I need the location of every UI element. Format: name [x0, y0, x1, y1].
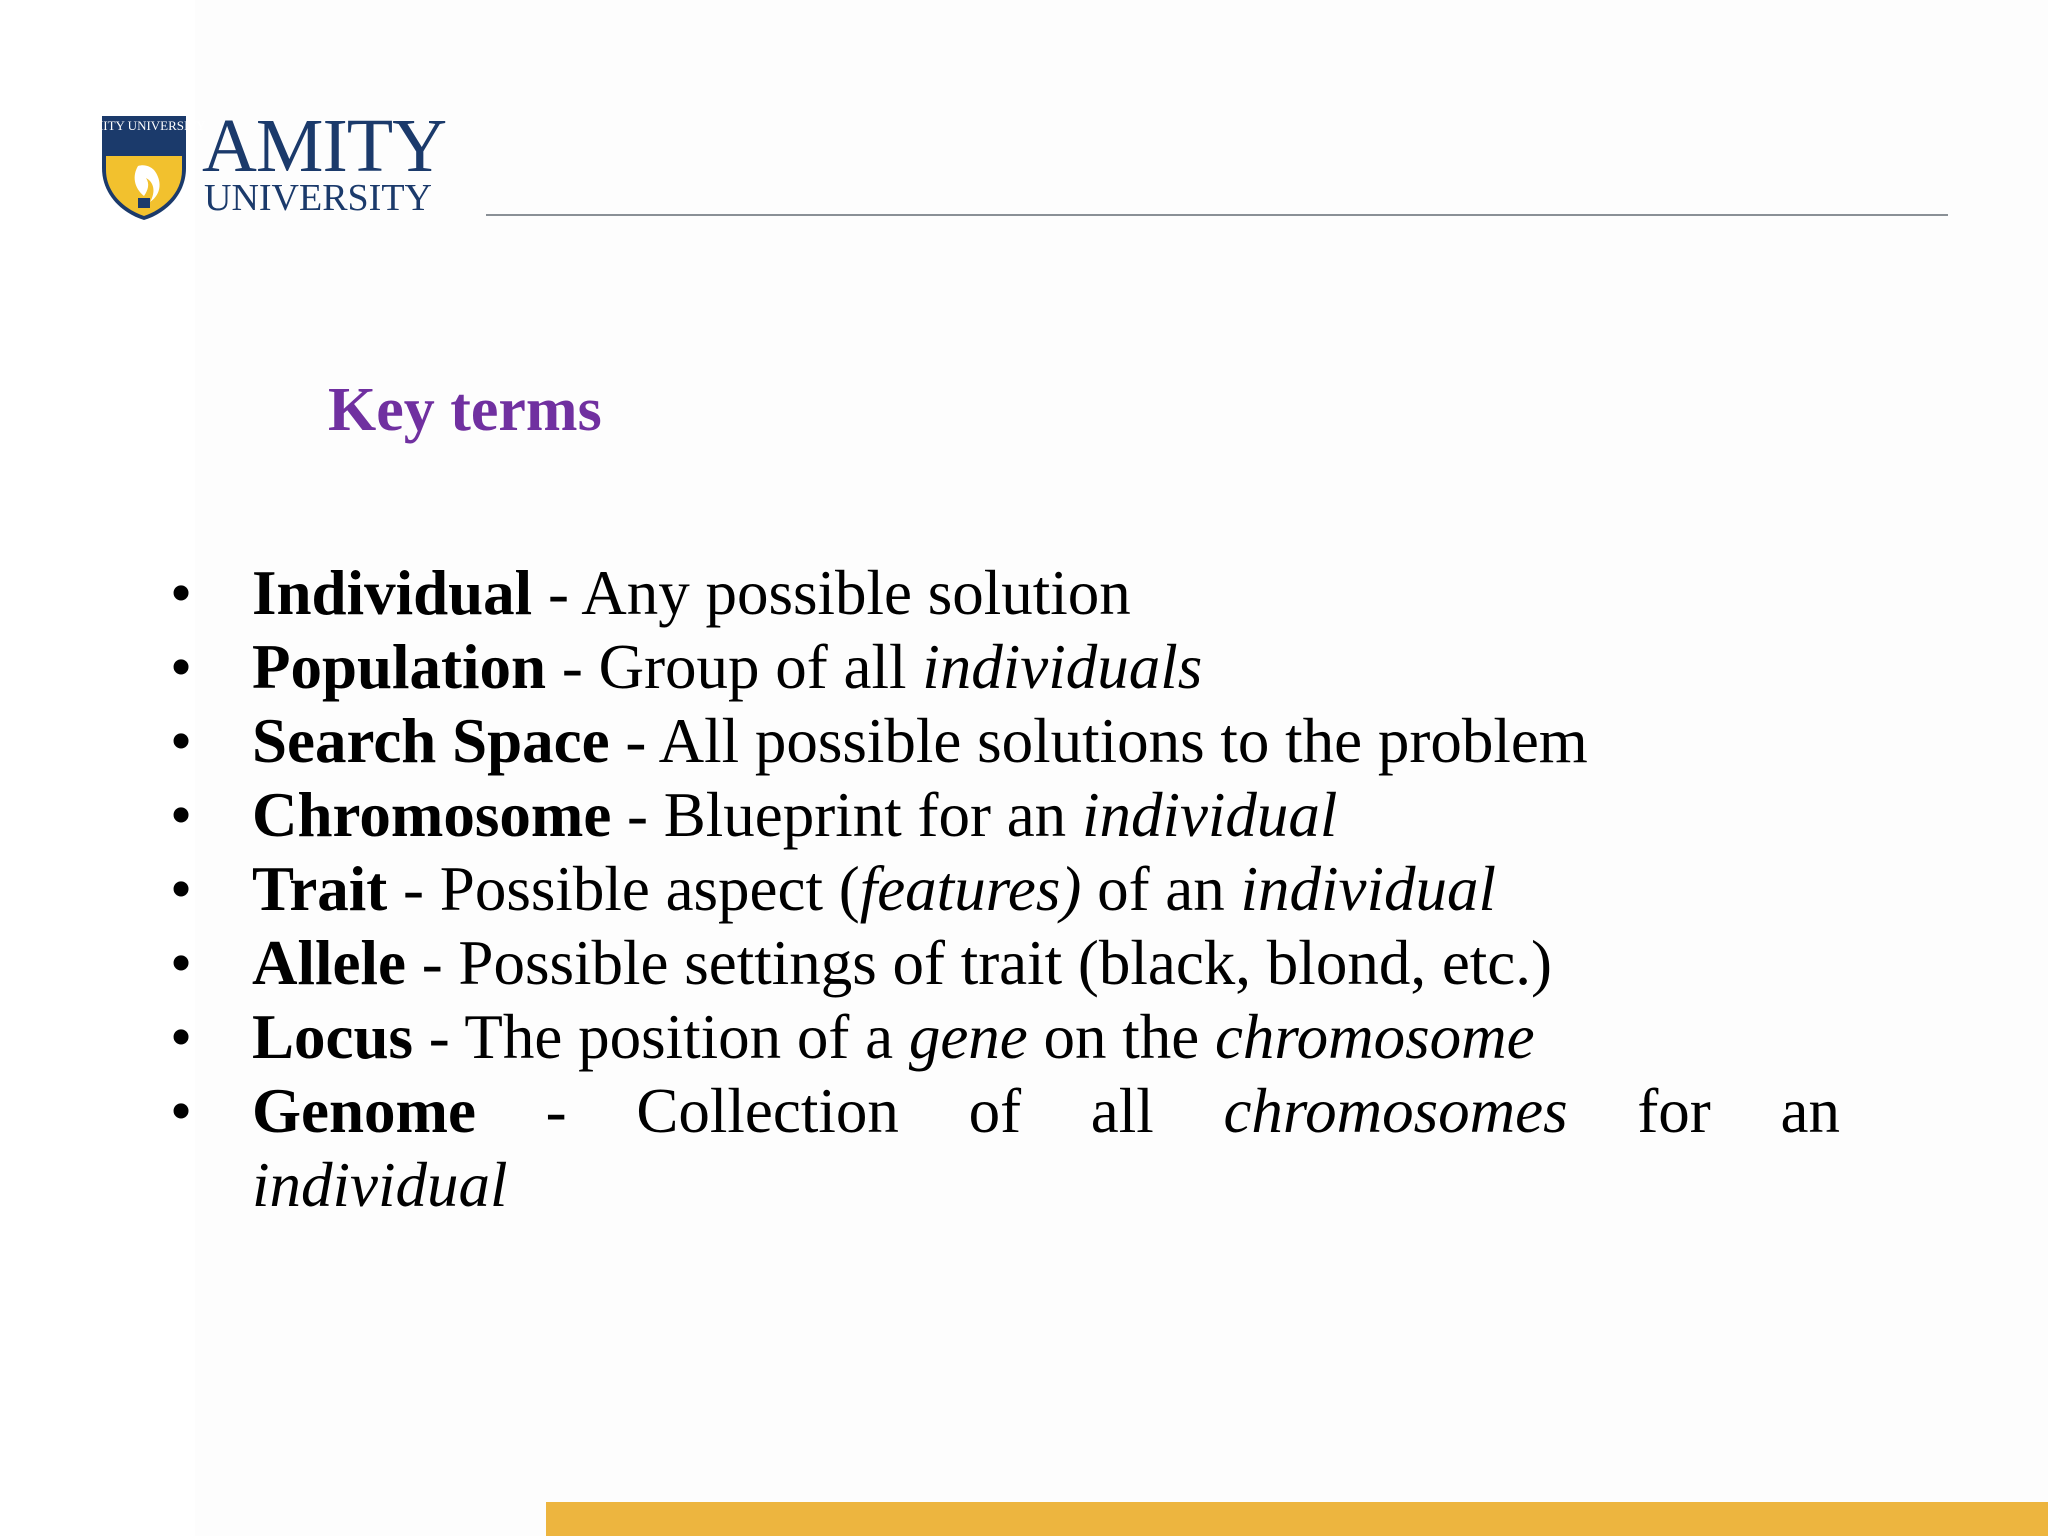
term-definition: of an	[1081, 854, 1241, 924]
shield-text: AMITY UNIVERSITY	[82, 118, 206, 133]
header-divider	[486, 214, 1948, 216]
logo-word-amity: AMITY	[202, 104, 447, 188]
bullet: •	[170, 1002, 193, 1072]
term-word: Collection	[636, 1076, 899, 1146]
term-item-search-space	[170, 704, 1840, 778]
term-definition: The position of a	[464, 1002, 909, 1072]
term-definition-emphasis: individual	[252, 1150, 508, 1220]
term-word: for	[1637, 1076, 1711, 1146]
bullet: •	[170, 632, 193, 702]
term-name: Trait	[252, 854, 388, 924]
term-name: Chromosome	[252, 780, 612, 850]
term-separator: -	[546, 632, 599, 702]
term-definition-emphasis: individuals	[922, 632, 1203, 702]
term-separator: -	[413, 1002, 465, 1072]
term-name: Individual	[252, 558, 533, 628]
term-definition-emphasis: individual	[1081, 780, 1338, 850]
genome-first-line	[252, 1074, 1840, 1148]
term-separator: -	[387, 854, 440, 924]
key-terms-list	[170, 556, 1840, 1222]
logo-word-university: UNIVERSITY	[204, 177, 432, 219]
term-definition: Any possible solution	[581, 558, 1131, 628]
term-definition: Possible aspect (	[439, 854, 860, 924]
term-word: an	[1780, 1076, 1840, 1146]
term-definition-emphasis: features)	[859, 854, 1082, 924]
bullet: •	[170, 928, 193, 998]
bullet: •	[170, 706, 193, 776]
amity-shield-icon	[82, 110, 206, 222]
term-separator: -	[405, 928, 459, 998]
term-definition: All possible solutions to the problem	[658, 706, 1588, 776]
bullet: •	[170, 558, 193, 628]
term-item-locus	[170, 1000, 1840, 1074]
term-item-individual	[170, 556, 1840, 630]
term-item-trait	[170, 852, 1840, 926]
term-separator: -	[545, 1076, 567, 1146]
term-definition: Possible settings of trait (black, blond, etc.)	[458, 928, 1552, 998]
bullet: •	[170, 1076, 193, 1146]
term-name: Population	[252, 632, 547, 702]
term-definition: on the	[1027, 1002, 1215, 1072]
term-definition-emphasis: chromosomes	[1223, 1076, 1568, 1146]
term-word: all	[1090, 1076, 1154, 1146]
term-definition-emphasis: gene	[908, 1002, 1028, 1072]
term-item-genome	[170, 1074, 1840, 1222]
term-definition-emphasis: individual	[1240, 854, 1497, 924]
term-item-chromosome	[170, 778, 1840, 852]
term-name: Search Space	[252, 706, 610, 776]
term-item-population	[170, 630, 1840, 704]
term-definition: Group of all	[598, 632, 923, 702]
amity-university-logo	[82, 104, 448, 226]
term-name: Allele	[252, 928, 406, 998]
slide-title: Key terms	[328, 376, 602, 444]
term-item-allele	[170, 926, 1840, 1000]
term-separator: -	[532, 558, 582, 628]
term-name: Genome	[252, 1076, 476, 1146]
term-word: of	[968, 1076, 1022, 1146]
term-separator: -	[609, 706, 659, 776]
left-margin	[0, 0, 195, 1536]
term-name: Locus	[252, 1002, 414, 1072]
footer-accent-bar	[546, 1502, 2048, 1536]
term-separator: -	[611, 780, 664, 850]
term-definition: Blueprint for an	[663, 780, 1082, 850]
bullet: •	[170, 854, 193, 924]
term-definition-emphasis: chromosome	[1214, 1002, 1535, 1072]
bullet: •	[170, 780, 193, 850]
